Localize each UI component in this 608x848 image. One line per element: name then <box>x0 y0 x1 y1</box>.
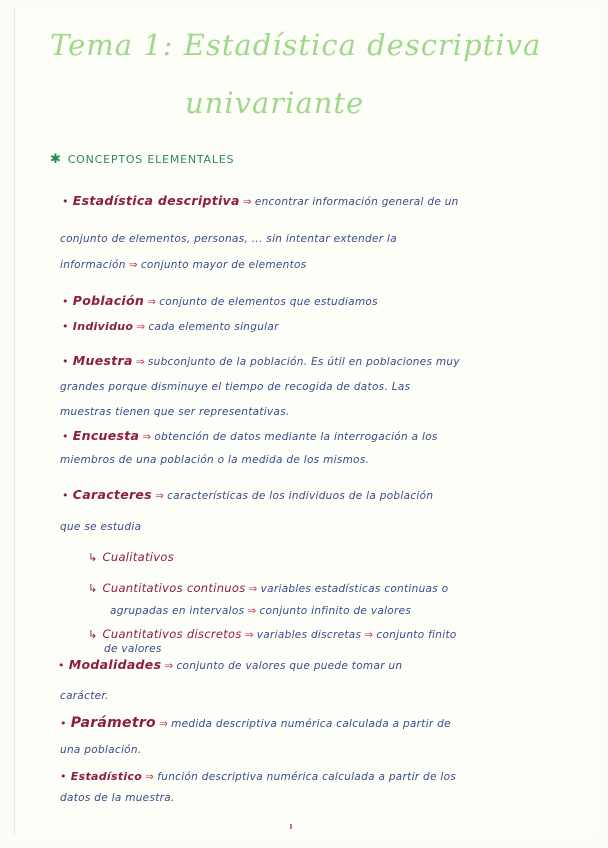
definition-muestra <box>62 353 460 368</box>
page-title-continuation: univariante <box>185 86 365 120</box>
definition-text: conjunto finito <box>376 629 457 641</box>
arrow-icon: ⇒ <box>154 490 165 502</box>
definition-text: características de los individuos de la población <box>167 490 434 502</box>
bullet-icon: • <box>62 195 69 208</box>
arrow-icon: ⇒ <box>164 660 174 672</box>
definition-line <box>110 605 411 617</box>
hook-arrow-icon: ↳ <box>88 551 98 564</box>
definition-text: variables discretas <box>256 629 362 641</box>
definition-line: una población. <box>60 744 142 756</box>
arrow-icon: ⇒ <box>136 321 146 333</box>
definition-poblacion <box>62 293 378 308</box>
definition-line: conjunto de elementos, personas, ... sin intentar extender la <box>60 233 397 245</box>
definition-encuesta <box>62 428 438 443</box>
arrow-icon: ⇒ <box>158 718 169 730</box>
definition-text: función descriptiva numérica calculada a partir de los <box>157 771 457 783</box>
notebook-page <box>14 8 595 836</box>
definition-text: conjunto mayor de elementos <box>140 259 307 271</box>
subtype-discretos <box>88 627 457 641</box>
definition-text: cada elemento singular <box>148 321 279 333</box>
definition-text: subconjunto de la población. Es útil en poblaciones muy <box>147 356 460 368</box>
term-parametro: Parámetro <box>70 715 156 731</box>
arrow-icon: ⇒ <box>145 771 155 783</box>
term-caracteres: Caracteres <box>72 487 152 502</box>
ink-mark <box>290 824 292 829</box>
arrow-icon: ⇒ <box>242 196 252 208</box>
hook-arrow-icon: ↳ <box>88 582 98 595</box>
term-poblacion: Población <box>72 293 145 308</box>
arrow-icon: ⇒ <box>364 629 374 641</box>
definition-caracteres <box>62 487 433 502</box>
term-cualitativos: Cualitativos <box>102 550 174 564</box>
definition-line: carácter. <box>60 690 109 702</box>
subtype-cualitativos <box>88 550 174 564</box>
definition-text: conjunto de valores que puede tomar un <box>176 660 403 672</box>
term-individuo: Individuo <box>72 320 134 333</box>
arrow-icon: ⇒ <box>244 629 254 641</box>
bullet-icon: • <box>62 320 69 333</box>
section-heading <box>50 152 234 167</box>
definition-text: agrupadas en intervalos <box>110 605 245 617</box>
bullet-icon: • <box>62 489 69 502</box>
bullet-icon: • <box>62 355 69 368</box>
definition-line: de valores <box>104 643 162 655</box>
definition-individuo <box>62 320 279 333</box>
definition-modalidades <box>58 657 402 672</box>
subtype-continuos <box>88 581 448 595</box>
bullet-icon: • <box>62 295 69 308</box>
bullet-icon: • <box>60 770 67 783</box>
page-title: Tema 1: Estadística descriptiva <box>50 28 542 62</box>
definition-text: encontrar información general de un <box>254 196 459 208</box>
definition-text: obtención de datos mediante la interrogación a los <box>154 431 438 443</box>
term-modalidades: Modalidades <box>68 657 162 672</box>
arrow-icon: ⇒ <box>135 356 145 368</box>
hook-arrow-icon: ↳ <box>88 628 98 641</box>
term-encuesta: Encuesta <box>72 428 140 443</box>
definition-parametro <box>60 715 451 731</box>
arrow-icon: ⇒ <box>247 605 257 617</box>
definition-line <box>60 259 307 271</box>
bullet-icon: • <box>60 717 67 730</box>
term-muestra: Muestra <box>72 353 133 368</box>
arrow-icon: ⇒ <box>147 296 157 308</box>
definition-text: conjunto de elementos que estudiamos <box>159 296 378 308</box>
term-continuos: Cuantitativos continuos <box>102 581 246 595</box>
definition-text: conjunto infinito de valores <box>259 605 412 617</box>
arrow-icon: ⇒ <box>142 431 152 443</box>
bullet-icon: • <box>58 659 65 672</box>
definition-estadistico <box>60 770 456 783</box>
section-heading-text: CONCEPTOS ELEMENTALES <box>67 153 235 166</box>
star-icon: ✱ <box>50 152 62 167</box>
term-estadistico: Estadístico <box>70 770 143 783</box>
definition-line: datos de la muestra. <box>60 792 175 804</box>
definition-text: medida descriptiva numérica calculada a partir de <box>171 718 451 730</box>
definition-line: que se estudia <box>60 521 142 533</box>
definition-line: muestras tienen que ser representativas. <box>60 406 290 418</box>
bullet-icon: • <box>62 430 69 443</box>
definition-text: información <box>60 259 126 271</box>
definition-line: miembros de una población o la medida de los mismos. <box>60 454 370 466</box>
term-discretos: Cuantitativos discretos <box>102 627 242 641</box>
arrow-icon: ⇒ <box>128 259 138 271</box>
definition-line: grandes porque disminuye el tiempo de recogida de datos. Las <box>60 381 411 393</box>
term-estadistica: Estadística descriptiva <box>72 193 240 208</box>
arrow-icon: ⇒ <box>248 583 258 595</box>
definition-estadistica <box>62 193 459 208</box>
definition-text: variables estadísticas continuas o <box>260 583 449 595</box>
